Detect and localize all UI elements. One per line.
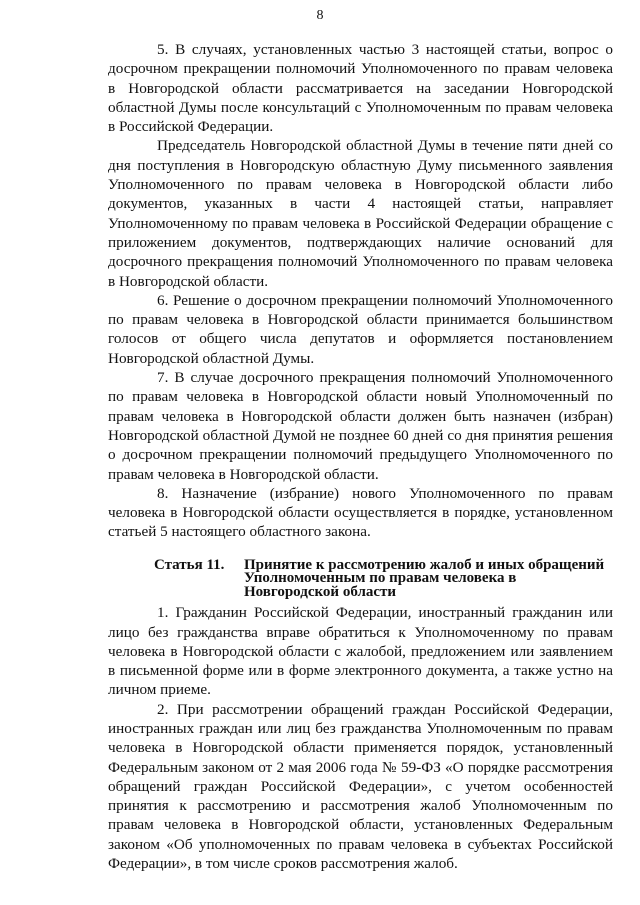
article-heading <box>108 556 613 600</box>
article-title: Принятие к рассмотрению жалоб и иных обращений Уполномоченным по правам человека в Новгородской области <box>244 556 605 600</box>
paragraph-article11-part-1: 1. Гражданин Российской Федерации, иностранный гражданин или лицо без гражданства вправе обратиться к Уполномоченному по правам человека в Новгородской области с жалобой, предложением или заявлением в письменной форме или в форме электронного документа, а также устно на личном приеме. <box>108 604 613 699</box>
article-label: Статья 11. <box>154 556 225 573</box>
paragraph-chairman-procedure: Председатель Новгородской областной Думы в течение пяти дней со дня поступления в Новгородскую областную Думу письменного заявления Уполномоченного по правам человека в Новгородской области либо документов, указанных в части 4 настоящей статьи, направляет Уполномоченному по правам человека в Российской Федерации обращение с приложением документов, подтверждающих наличие оснований для досрочного прекращения полномочий Уполномоченного по правам человека в Новгородской области. <box>108 137 613 290</box>
paragraph-part-6: 6. Решение о досрочном прекращении полномочий Уполномоченного по правам человека в Новгородской области принимается большинством голосов от общего числа депутатов и оформляется постановлением Новгородской областной Думы. <box>108 291 613 367</box>
paragraph-part-7: 7. В случае досрочного прекращения полномочий Уполномоченного по правам человека в Новгородской области новый Уполномоченный по правам человека в Новгородской области должен быть назначен (избран) Новгородской областной Думой не позднее 60 дней со дня принятия решения о досрочном прекращении полномочий предыдущего Уполномоченного по правам человека в Новгородской области. <box>108 369 613 483</box>
document-body <box>108 40 613 873</box>
page-number: 8 <box>316 8 324 23</box>
paragraph-part-8: 8. Назначение (избрание) нового Уполномоченного по правам человека в Новгородской области осуществляется в порядке, установленном статьей 5 настоящего областного закона. <box>108 484 613 541</box>
paragraph-article11-part-2: 2. При рассмотрении обращений граждан Российской Федерации, иностранных граждан или лиц без гражданства Уполномоченным по правам человека в Новгородской области применяется порядок, установленный Федеральным законом от 2 мая 2006 года № 59-ФЗ «О порядке рассмотрения обращений граждан Российской Федерации», с учетом особенностей принятия к рассмотрению и рассмотрения жалоб Уполномоченным по правам человека в Новгородской области, установленных Федеральным законом «Об уполномоченных по правам человека в субъектах Российской Федерации», в том числе сроков рассмотрения жалоб. <box>108 700 613 873</box>
paragraph-part-5: 5. В случаях, установленных частью 3 настоящей статьи, вопрос о досрочном прекращении полномочий Уполномоченного по правам человека в Новгородской области рассматривается на заседании Новгородской областной Думы после консультаций с Уполномоченным по правам человека в Российской Федерации. <box>108 41 613 136</box>
